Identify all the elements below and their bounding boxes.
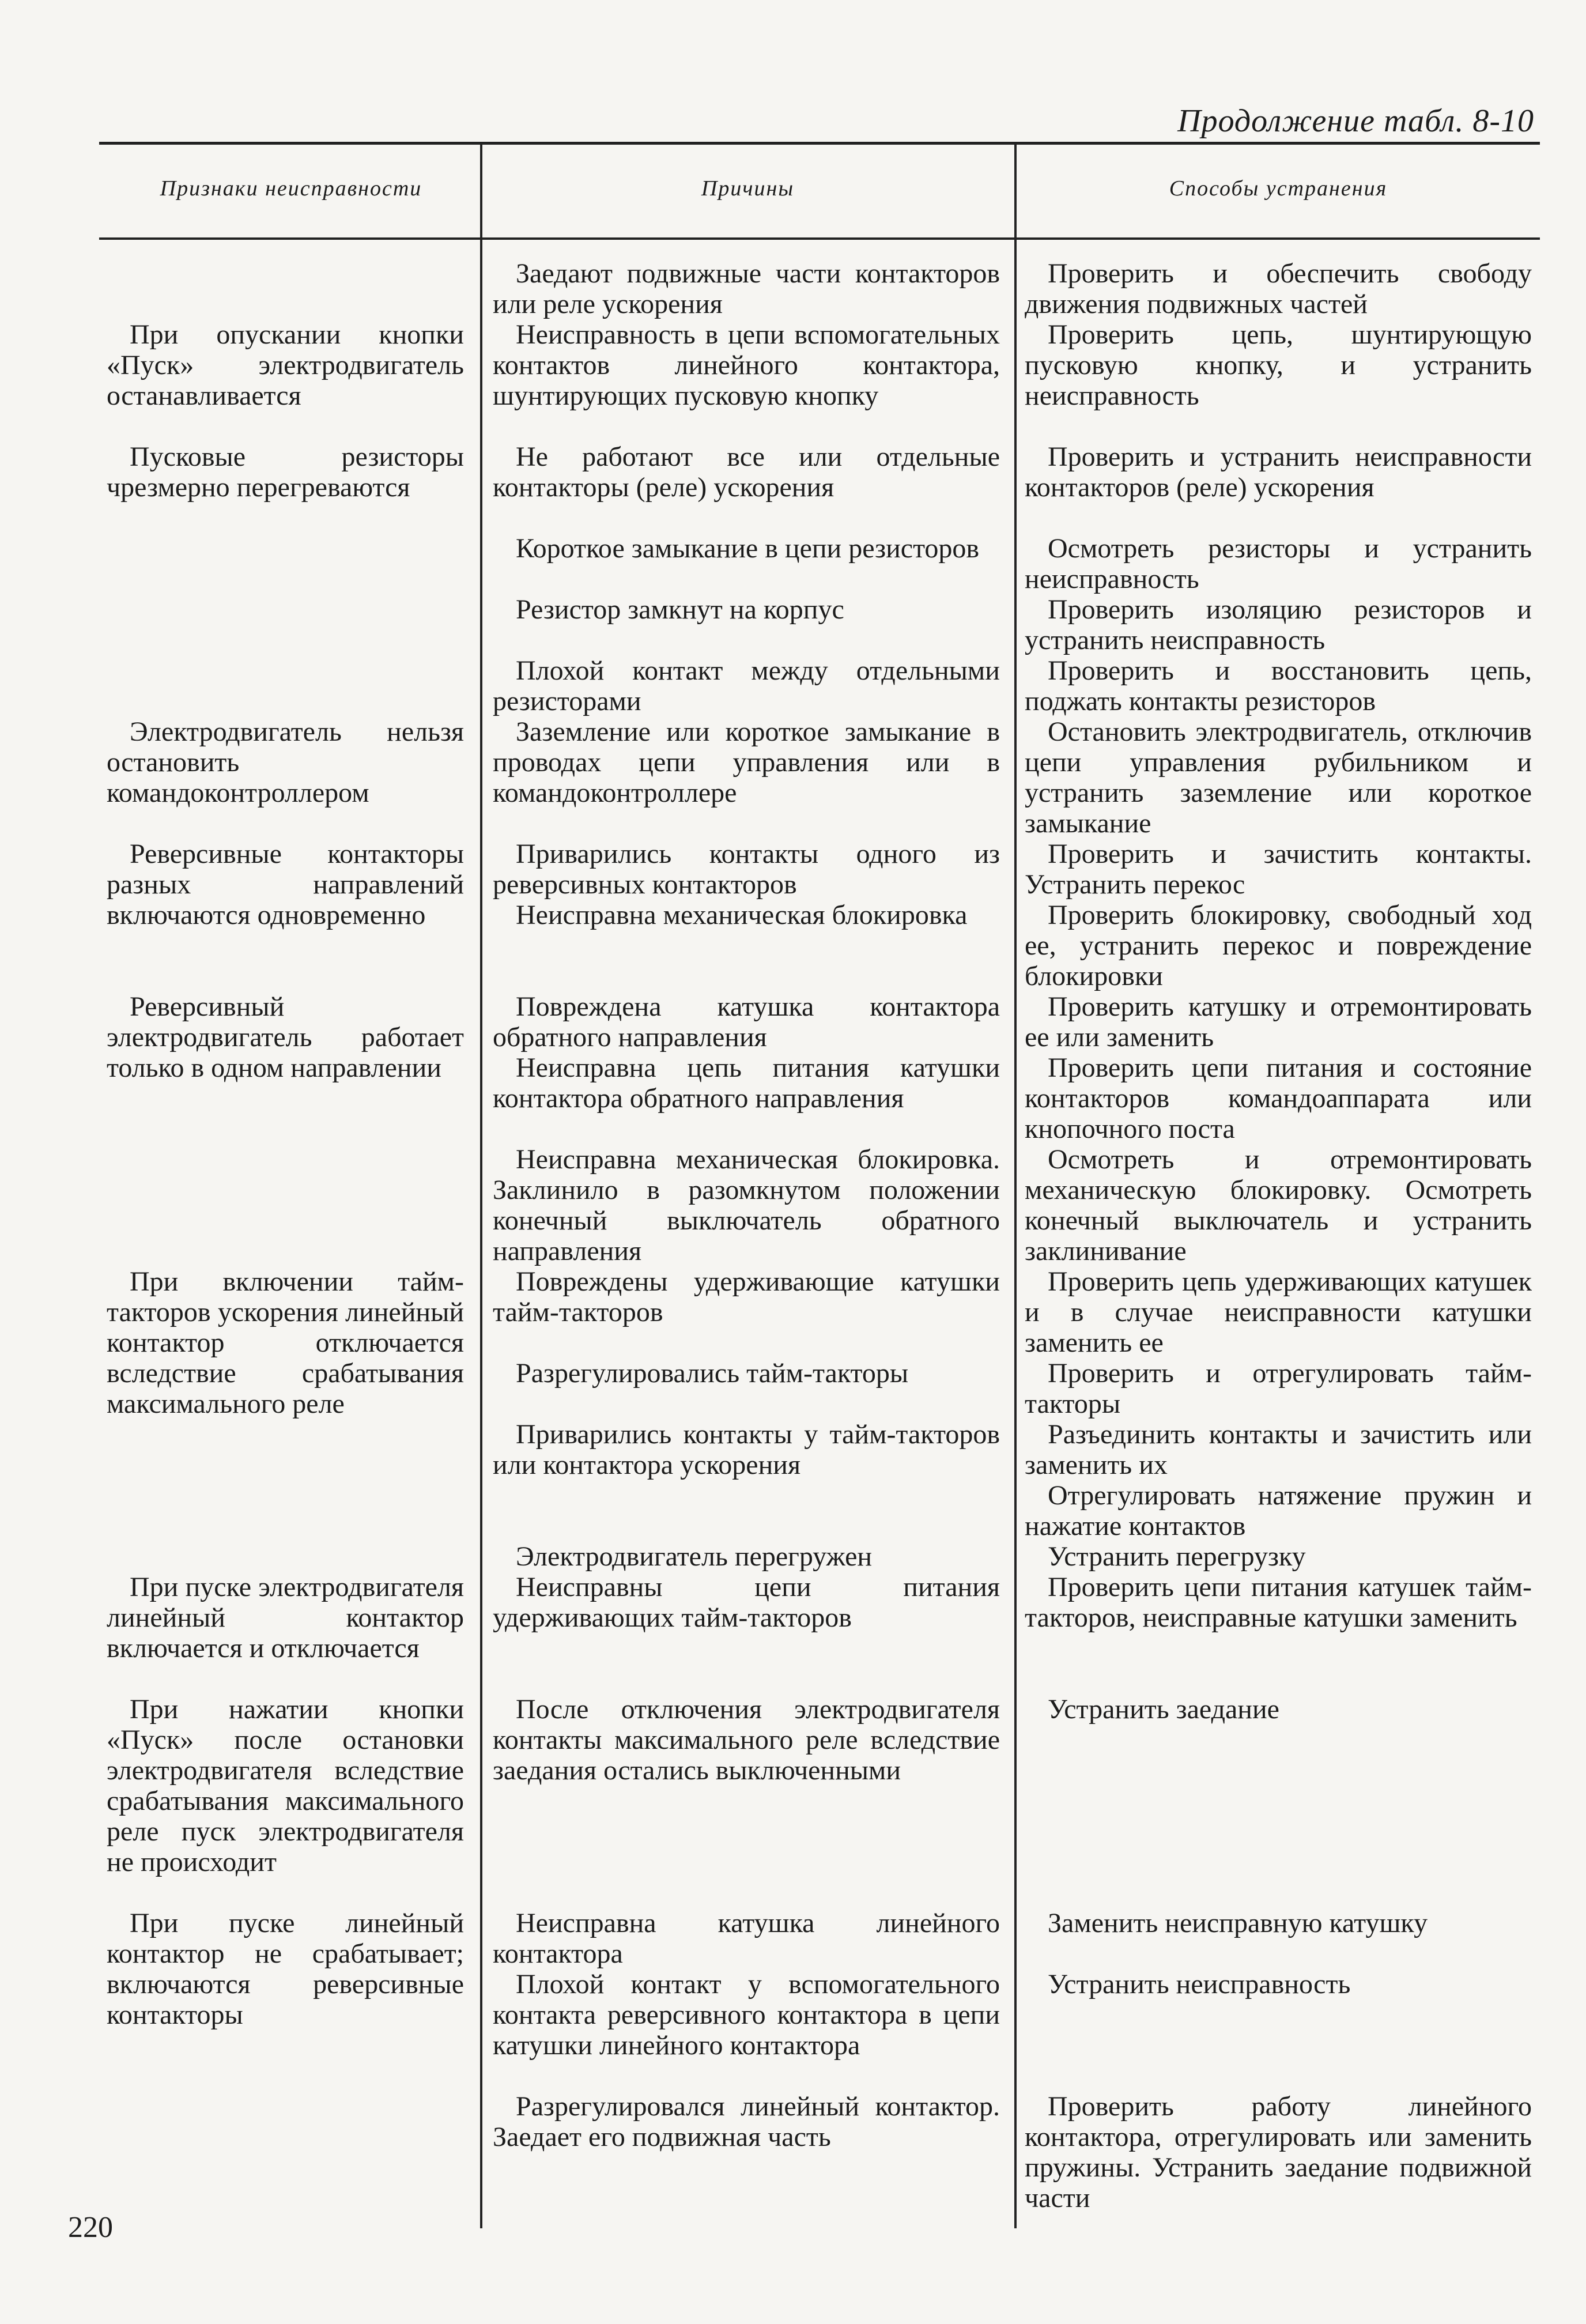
- remedy-cell: Проверить и обеспечить свободу движения подвижных частей: [1025, 258, 1532, 319]
- remedy-cell: Отрегулировать натяжение пружин и нажатие контактов: [1025, 1480, 1532, 1541]
- cause-cell: Резистор замкнут на корпус: [516, 594, 844, 625]
- remedy-cell: Проверить и устранить неисправности контакторов (реле) ускорения: [1025, 442, 1532, 503]
- cause-cell: Неисправна цепь питания катушки контактора обратного направления: [493, 1052, 1000, 1114]
- remedy-cell: Устранить заедание: [1048, 1694, 1279, 1725]
- remedy-cell: Проверить и отрегулировать тайм-такторы: [1025, 1358, 1532, 1419]
- remedy-cell: Проверить цепь, шунтирующую пусковую кнопку, и устранить неисправность: [1025, 319, 1532, 411]
- cause-cell: Неисправна механическая блокировка: [516, 900, 968, 930]
- remedy-cell: Осмотреть резисторы и устранить неисправность: [1025, 533, 1532, 594]
- cause-cell: Не работают все или отдельные контакторы (реле) ускорения: [493, 442, 1000, 503]
- remedy-cell: Проверить работу линейного контактора, отрегулировать или заменить пружины. Устранить заедание подвижной части: [1025, 2091, 1532, 2213]
- cause-cell: Неисправность в цепи вспомогательных контактов линейного контактора, шунтирующих пусковую кнопку: [493, 319, 1000, 411]
- remedy-cell: Проверить и восстановить цепь, поджать контакты резисторов: [1025, 655, 1532, 716]
- cause-cell: Заземление или короткое замыкание в проводах цепи управления или в командоконтроллере: [493, 716, 1000, 808]
- symptom-cell: Реверсивные контакторы разных направлений включаются одновременно: [107, 839, 464, 930]
- symptom-cell: При включении тайм-такторов ускорения линейный контактор отключается вследствие срабатывания максимального реле: [107, 1266, 464, 1419]
- cause-cell: Приварились контакты одного из реверсивных контакторов: [493, 839, 1000, 900]
- remedy-cell: Заменить неисправную катушку: [1048, 1908, 1428, 1938]
- cause-cell: Повреждены удерживающие катушки тайм-такторов: [493, 1266, 1000, 1327]
- cause-cell: Разрегулировался линейный контактор. Заедает его подвижная часть: [493, 2091, 1000, 2152]
- remedy-cell: Проверить цепи питания и состояние контакторов командоаппарата или кнопочного поста: [1025, 1052, 1532, 1144]
- column-divider-1: [480, 142, 482, 2228]
- cause-cell: Неисправна механическая блокировка. Заклинило в разомкнутом положении конечный выключатель обратного направления: [493, 1144, 1000, 1266]
- remedy-cell: Устранить перегрузку: [1048, 1541, 1306, 1572]
- table-caption: Продолжение табл. 8-10: [1177, 103, 1534, 139]
- cause-cell: Повреждена катушка контактора обратного направления: [493, 991, 1000, 1052]
- header-remedies: Способы устранения: [1169, 176, 1388, 201]
- table-top-rule: [99, 142, 1540, 145]
- symptom-cell: Пусковые резисторы чрезмерно перегреваются: [107, 442, 464, 503]
- cause-cell: Короткое замыкание в цепи резисторов: [516, 533, 980, 564]
- cause-cell: Электродвигатель перегружен: [516, 1541, 873, 1572]
- cause-cell: Плохой контакт у вспомогательного контакта реверсивного контактора в цепи катушки линейного контактора: [493, 1969, 1000, 2061]
- page-number: 220: [68, 2211, 113, 2244]
- remedy-cell: Проверить цепи питания катушек тайм-такторов, неисправные катушки заменить: [1025, 1572, 1532, 1633]
- cause-cell: Неисправна катушка линейного контактора: [493, 1908, 1000, 1969]
- remedy-cell: Устранить неисправность: [1048, 1969, 1351, 1999]
- table-header-rule: [99, 237, 1540, 240]
- remedy-cell: Остановить электродвигатель, отключив цепи управления рубильником и устранить заземление или короткое замыкание: [1025, 716, 1532, 839]
- symptom-cell: При нажатии кнопки «Пуск» после остановки электродвигателя вследствие срабатывания максимального реле пуск электродвигателя не происходит: [107, 1694, 464, 1877]
- remedy-cell: Разъединить контакты и зачистить или заменить их: [1025, 1419, 1532, 1480]
- header-symptoms: Признаки неисправности: [160, 176, 422, 201]
- cause-cell: Приварились контакты у тайм-такторов или контактора ускорения: [493, 1419, 1000, 1480]
- cause-cell: Заедают подвижные части контакторов или реле ускорения: [493, 258, 1000, 319]
- cause-cell: Неисправны цепи питания удерживающих тайм-такторов: [493, 1572, 1000, 1633]
- remedy-cell: Осмотреть и отремонтировать механическую блокировку. Осмотреть конечный выключатель и устранить заклинивание: [1025, 1144, 1532, 1266]
- header-causes: Причины: [701, 176, 795, 201]
- remedy-cell: Проверить изоляцию резисторов и устранить неисправность: [1025, 594, 1532, 655]
- column-divider-2: [1014, 142, 1017, 2228]
- remedy-cell: Проверить блокировку, свободный ход ее, устранить перекос и повреждение блокировки: [1025, 900, 1532, 991]
- symptom-cell: При опускании кнопки «Пуск» электродвигатель останавливается: [107, 319, 464, 411]
- symptom-cell: При пуске электродвигателя линейный контактор включается и отключается: [107, 1572, 464, 1663]
- symptom-cell: Электродвигатель нельзя остановить командоконтроллером: [107, 716, 464, 808]
- cause-cell: После отключения электродвигателя контакты максимального реле вследствие заедания остались выключенными: [493, 1694, 1000, 1786]
- symptom-cell: Реверсивный электродвигатель работает только в одном направлении: [107, 991, 464, 1083]
- cause-cell: Плохой контакт между отдельными резисторами: [493, 655, 1000, 716]
- cause-cell: Разрегулировались тайм-такторы: [516, 1358, 909, 1389]
- remedy-cell: Проверить катушку и отремонтировать ее или заменить: [1025, 991, 1532, 1052]
- symptom-cell: При пуске линейный контактор не срабатывает; включаются реверсивные контакторы: [107, 1908, 464, 2030]
- remedy-cell: Проверить цепь удерживающих катушек и в случае неисправности катушки заменить ее: [1025, 1266, 1532, 1358]
- remedy-cell: Проверить и зачистить контакты. Устранить перекос: [1025, 839, 1532, 900]
